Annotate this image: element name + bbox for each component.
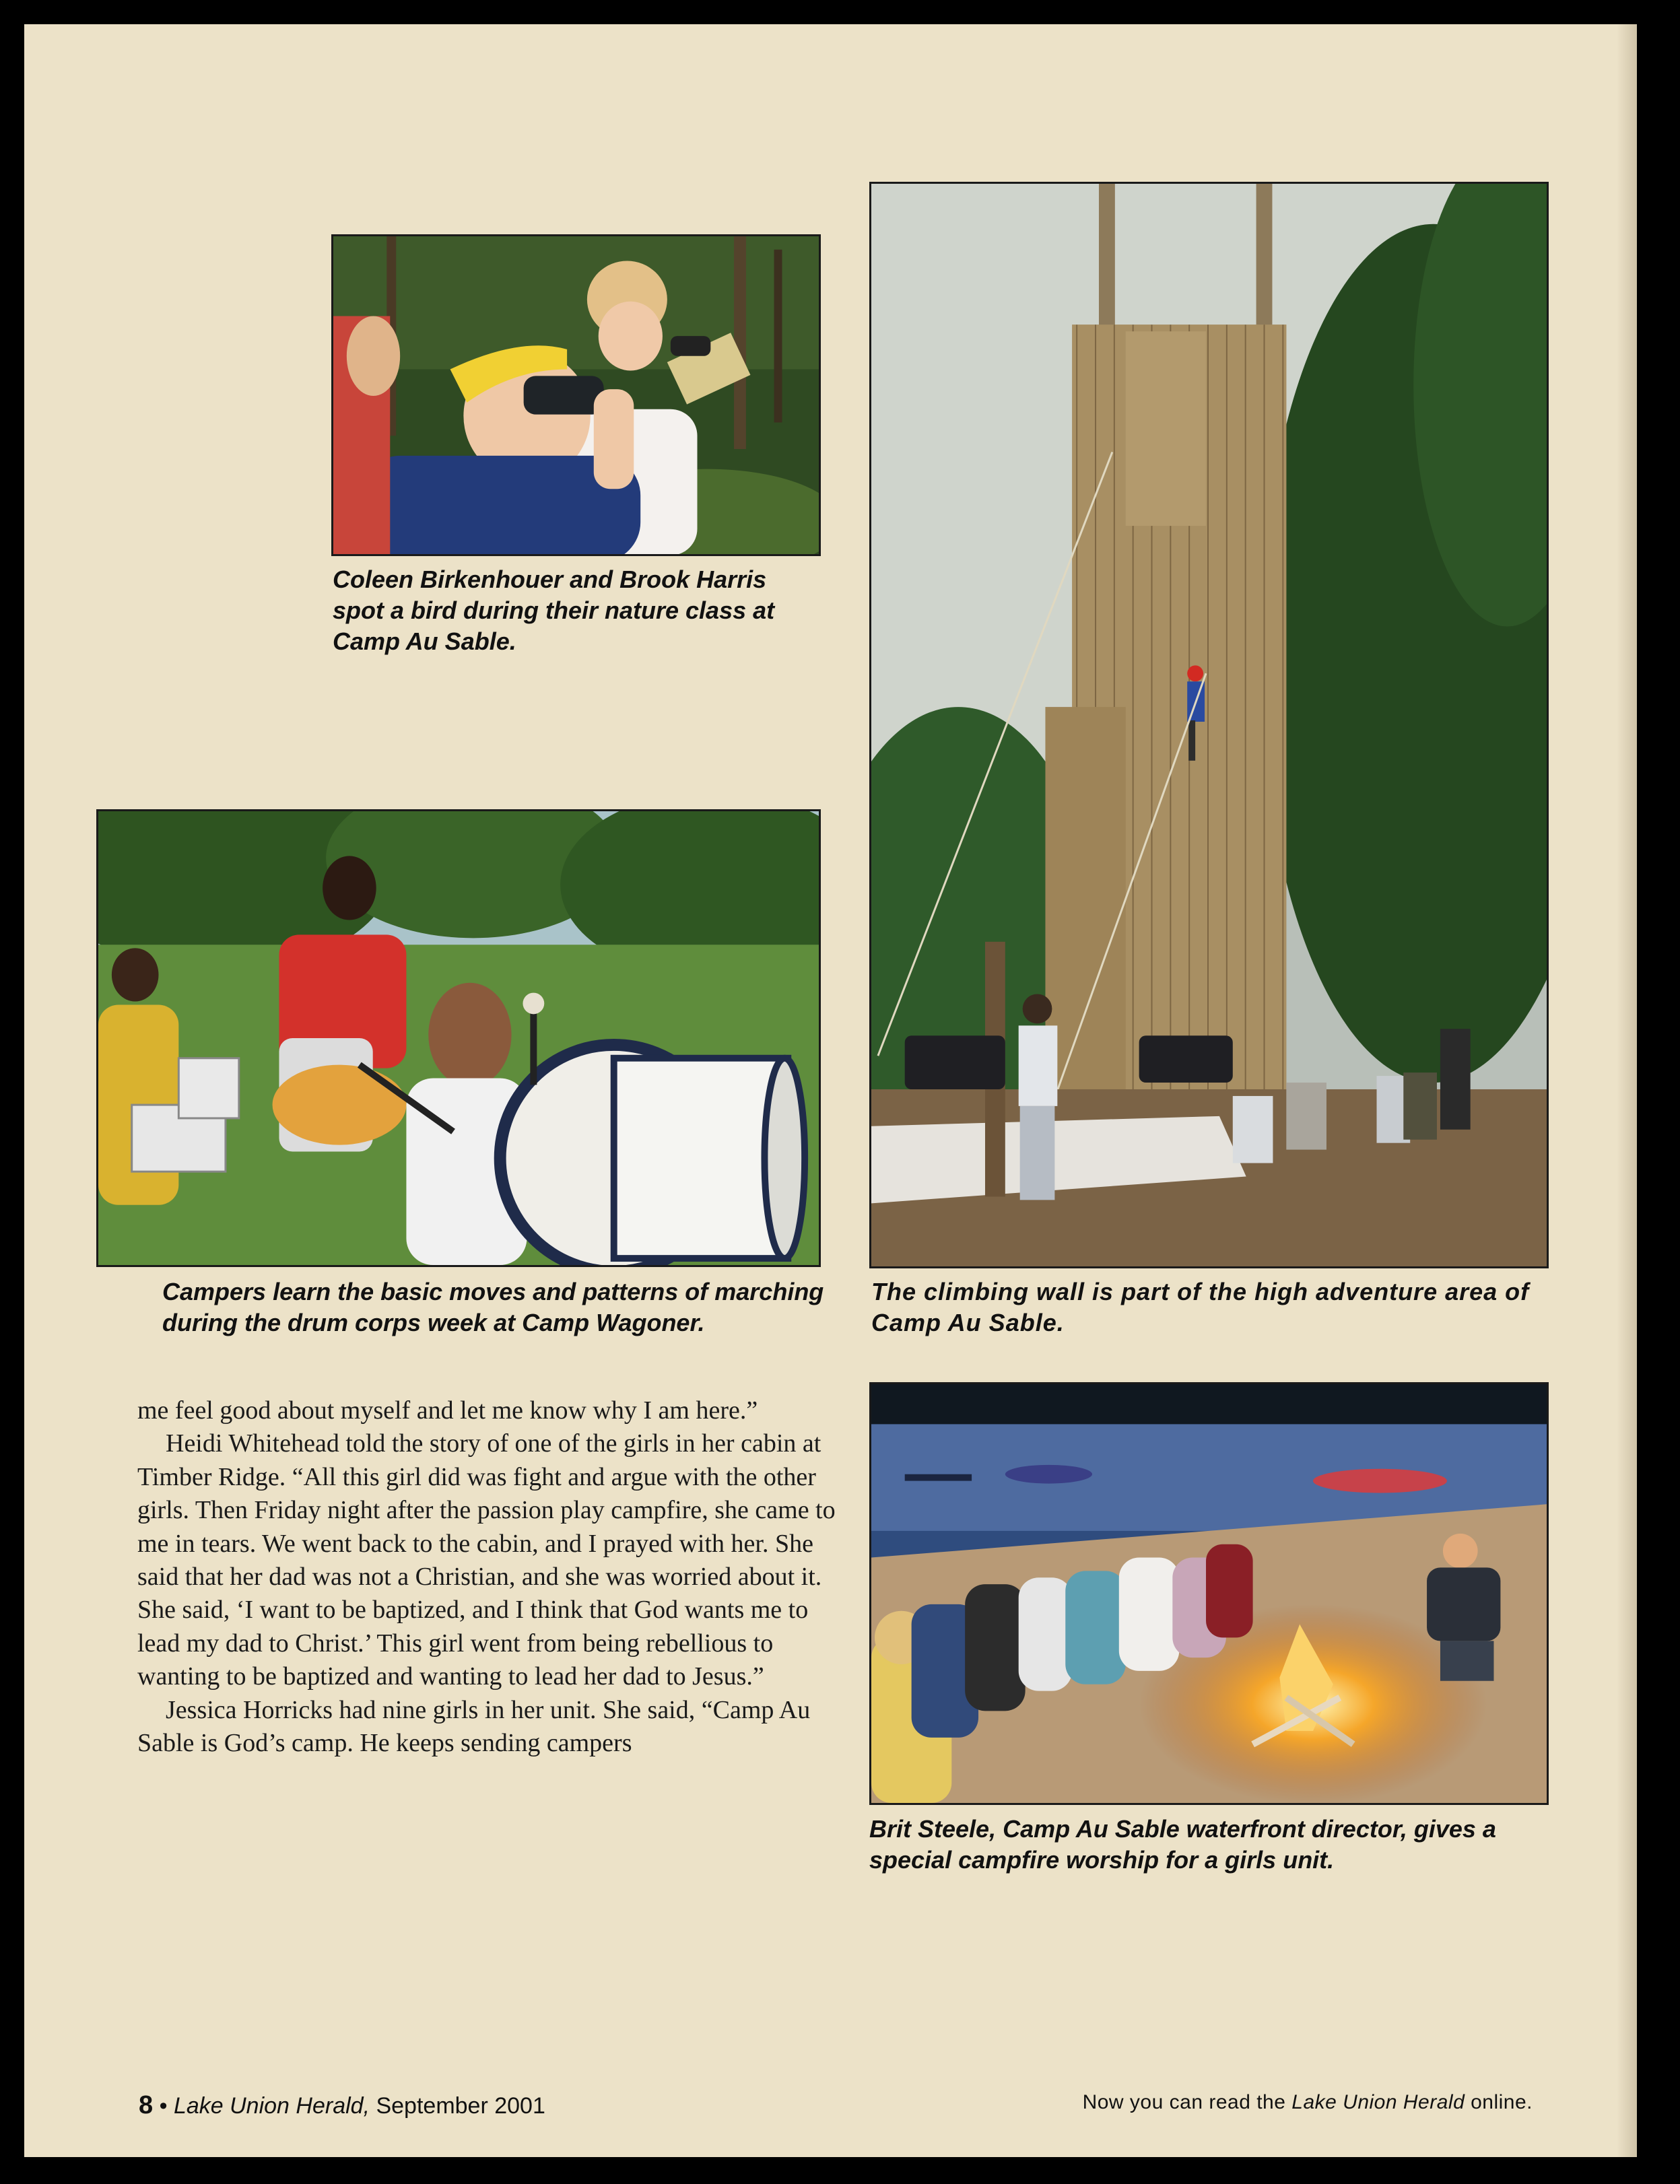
online-notice-prefix: Now you can read the — [1082, 2091, 1286, 2113]
article-paragraph: Heidi Whitehead told the story of one of the girls in her cabin at Timber Ridge. “All this girl did was fight and argue with the other girls. Then Friday night after the passion play campfire, she came to me in tears. We went back to the cabin, and I prayed with her. She said that her dad was not a Christian, and she was worried about it. She said, ‘I want to be baptized, and I think that God wants me to lead my dad to Christ.’ This girl went from being rebellious to wanting to be baptized and wanting to lead her dad to Jesus.” — [137, 1429, 836, 1691]
birding-caption: Coleen Birkenhouer and Brook Harris spot a bird during their nature class at Camp Au Sable. — [333, 566, 775, 655]
issue-date: September 2001 — [376, 2093, 545, 2119]
online-notice-publication: Lake Union Herald — [1291, 2091, 1465, 2113]
article-paragraph: Jessica Horricks had nine girls in her unit. She said, “Camp Au Sable is God’s camp. He keeps sending campers — [137, 1695, 811, 1758]
page-footer-left — [139, 2091, 545, 2120]
drum-corps-photo — [96, 809, 821, 1267]
campfire-caption: Brit Steele, Camp Au Sable waterfront director, gives a special campfire worship for a girls unit. — [869, 1815, 1496, 1874]
climbing-wall-caption: The climbing wall is part of the high adventure area of Camp Au Sable. — [871, 1278, 1530, 1336]
campfire-photo — [869, 1382, 1549, 1805]
page-number: 8 — [139, 2091, 154, 2119]
article-paragraph: me feel good about myself and let me know why I am here.” — [137, 1396, 758, 1425]
publication-name: Lake Union Herald, — [173, 2093, 370, 2119]
footer-separator: • — [159, 2093, 168, 2119]
page-footer-right — [1083, 2091, 1533, 2114]
climbing-wall-photo — [869, 182, 1549, 1268]
birding-photo — [331, 234, 821, 556]
article-body — [137, 1394, 851, 1760]
online-notice-suffix: online. — [1471, 2091, 1533, 2113]
magazine-page — [24, 24, 1637, 2157]
drum-corps-caption: Campers learn the basic moves and patterns of marching during the drum corps week at Camp Wagoner. — [162, 1278, 824, 1336]
